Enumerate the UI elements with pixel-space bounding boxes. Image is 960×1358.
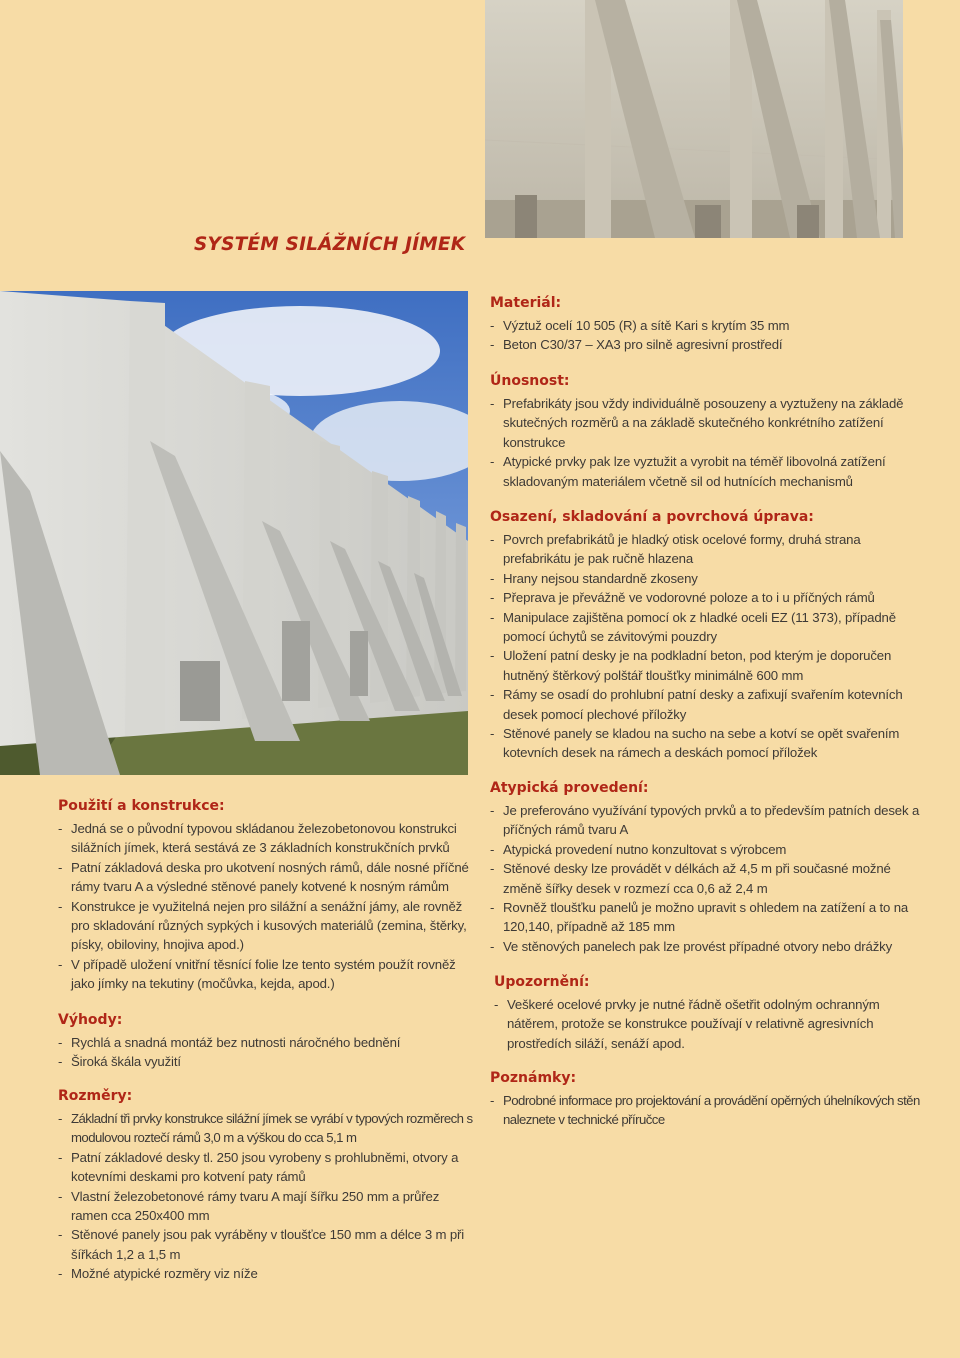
list-item: - Atypická provedení nutno konzultovat s výrobcem	[490, 840, 920, 859]
list-item: - Uložení patní desky je na podkladní beton, pod kterým je doporučen hutněný štěrkový polštář tloušťky minimálně 600 mm	[490, 646, 920, 685]
list-item: - Stěnové panely se kladou na sucho na sebe a kotví se opět svařením kotevních desek na rámech a deskách pomocí příložek	[490, 724, 920, 763]
list-item: - Hrany nejsou standardně zkoseny	[490, 569, 920, 588]
list-item: - Vlastní železobetonové rámy tvaru A mají šířku 250 mm a průřez ramen cca 250x400 mm	[58, 1187, 478, 1226]
list-item: - Manipulace zajištěna pomocí ok z hladké oceli EZ (11 373), případně pomocí úchytů se závitovými pouzdry	[490, 608, 920, 647]
section-notes	[490, 1070, 920, 1130]
section-heading: Výhody:	[58, 1012, 123, 1028]
list-item: - Ve stěnových panelech pak lze provést případné otvory nebo drážky	[490, 937, 920, 956]
list-item: - V případě uložení vnitřní těsnící folie lze tento systém použít rovněž jako jímky na tekutiny (močůvka, kejda, apod.)	[58, 955, 478, 994]
list-item: - Základní tři prvky konstrukce silážní jímek se vyrábí v typových rozměrech s modulovou roztečí rámů 3,0 m a výškou do cca 5,1 m	[58, 1109, 478, 1148]
list-item: - Přeprava je převážně ve vodorovné poloze a to i u příčných rámů	[490, 588, 920, 607]
list-item: - Rámy se osadí do prohlubní patní desky a zafixují svařením kotevních desek pomocí plechové příložky	[490, 685, 920, 724]
page-title: SYSTÉM SILÁŽNÍCH JÍMEK	[194, 234, 466, 255]
list-item: - Jedná se o původní typovou skládanou železobetonovou konstrukci silážních jímek, která sestává ze 3 základních konstrukčních prvků	[58, 819, 478, 858]
section-heading: Upozornění:	[494, 974, 590, 990]
list-item: - Stěnové desky lze provádět v délkách až 4,5 m při současné možné změně šířky desek v rozmezí cca 0,6 až 2,4 m	[490, 859, 920, 898]
section-heading: Poznámky:	[490, 1070, 577, 1086]
section-heading: Použití a konstrukce:	[58, 798, 225, 814]
section-benefits	[58, 1012, 478, 1072]
list-item: - Povrch prefabrikátů je hladký otisk ocelové formy, druhá strana prefabrikátu je pak ručně hlazena	[490, 530, 920, 569]
section-heading: Únosnost:	[490, 373, 570, 389]
section-usage	[58, 798, 478, 994]
list-item: - Veškeré ocelové prvky je nutné řádně ošetřit odolným ochranným nátěrem, protože se konstrukce používají v relativně agresivních prostředích siláží, senáží apod.	[494, 995, 920, 1053]
list-item: - Beton C30/37 – XA3 pro silně agresivní prostředí	[490, 335, 920, 354]
section-atypical	[490, 780, 920, 956]
list-item: - Podrobné informace pro projektování a provádění opěrných úhelníkových stěn naleznete v technické příručce	[490, 1091, 920, 1130]
list-item: - Patní základová deska pro ukotvení nosných rámů, dále nosné příčné rámy tvaru A a výsledné stěnové panely kotvené k nosným rámům	[58, 858, 478, 897]
list-item: - Rovněž tloušťku panelů je možno upravit s ohledem na zatížení a to na 120,140, případně až 185 mm	[490, 898, 920, 937]
list-item: - Rychlá a snadná montáž bez nutnosti náročného bednění	[58, 1033, 478, 1052]
list-item: - Široká škála využití	[58, 1052, 478, 1071]
section-heading: Atypická provedení:	[490, 780, 649, 796]
section-heading: Rozměry:	[58, 1088, 133, 1104]
list-item: - Výztuž ocelí 10 505 (R) a sítě Kari s krytím 35 mm	[490, 316, 920, 335]
section-placement	[490, 509, 920, 763]
section-material	[490, 295, 920, 355]
list-item: - Konstrukce je využitelná nejen pro silážní a senážní jámy, ale rovněž pro skladování různých sypkých i kusových materiálů (zemina, štěrky, písky, obiloviny, hnojiva apod.)	[58, 897, 478, 955]
list-item: - Patní základové desky tl. 250 jsou vyrobeny s prohlubněmi, otvory a kotevními deskami pro kotvení paty rámů	[58, 1148, 478, 1187]
section-heading: Osazení, skladování a povrchová úprava:	[490, 509, 814, 525]
list-item: - Možné atypické rozměry viz níže	[58, 1264, 478, 1283]
photo-silage-pit-wall	[0, 291, 468, 775]
section-warning	[494, 974, 920, 1053]
photo-concrete-wall-top	[485, 0, 903, 238]
list-item: - Prefabrikáty jsou vždy individuálně posouzeny a vyztuženy na základě skutečných rozměrů a na základě skutečného konkrétního zatížení konstrukce	[490, 394, 920, 452]
list-item: - Je preferováno využívání typových prvků a to především patních desek a příčných rámů tvaru A	[490, 801, 920, 840]
section-capacity	[490, 373, 920, 491]
list-item: - Stěnové panely jsou pak vyráběny v tloušťce 150 mm a délce 3 m při šířkách 1,2 a 1,5 m	[58, 1225, 478, 1264]
section-dimensions	[58, 1088, 478, 1284]
list-item: - Atypické prvky pak lze vyztužit a vyrobit na téměř libovolná zatížení skladovaným materiálem včetně sil od hutnících mechanismů	[490, 452, 920, 491]
section-heading: Materiál:	[490, 295, 562, 311]
